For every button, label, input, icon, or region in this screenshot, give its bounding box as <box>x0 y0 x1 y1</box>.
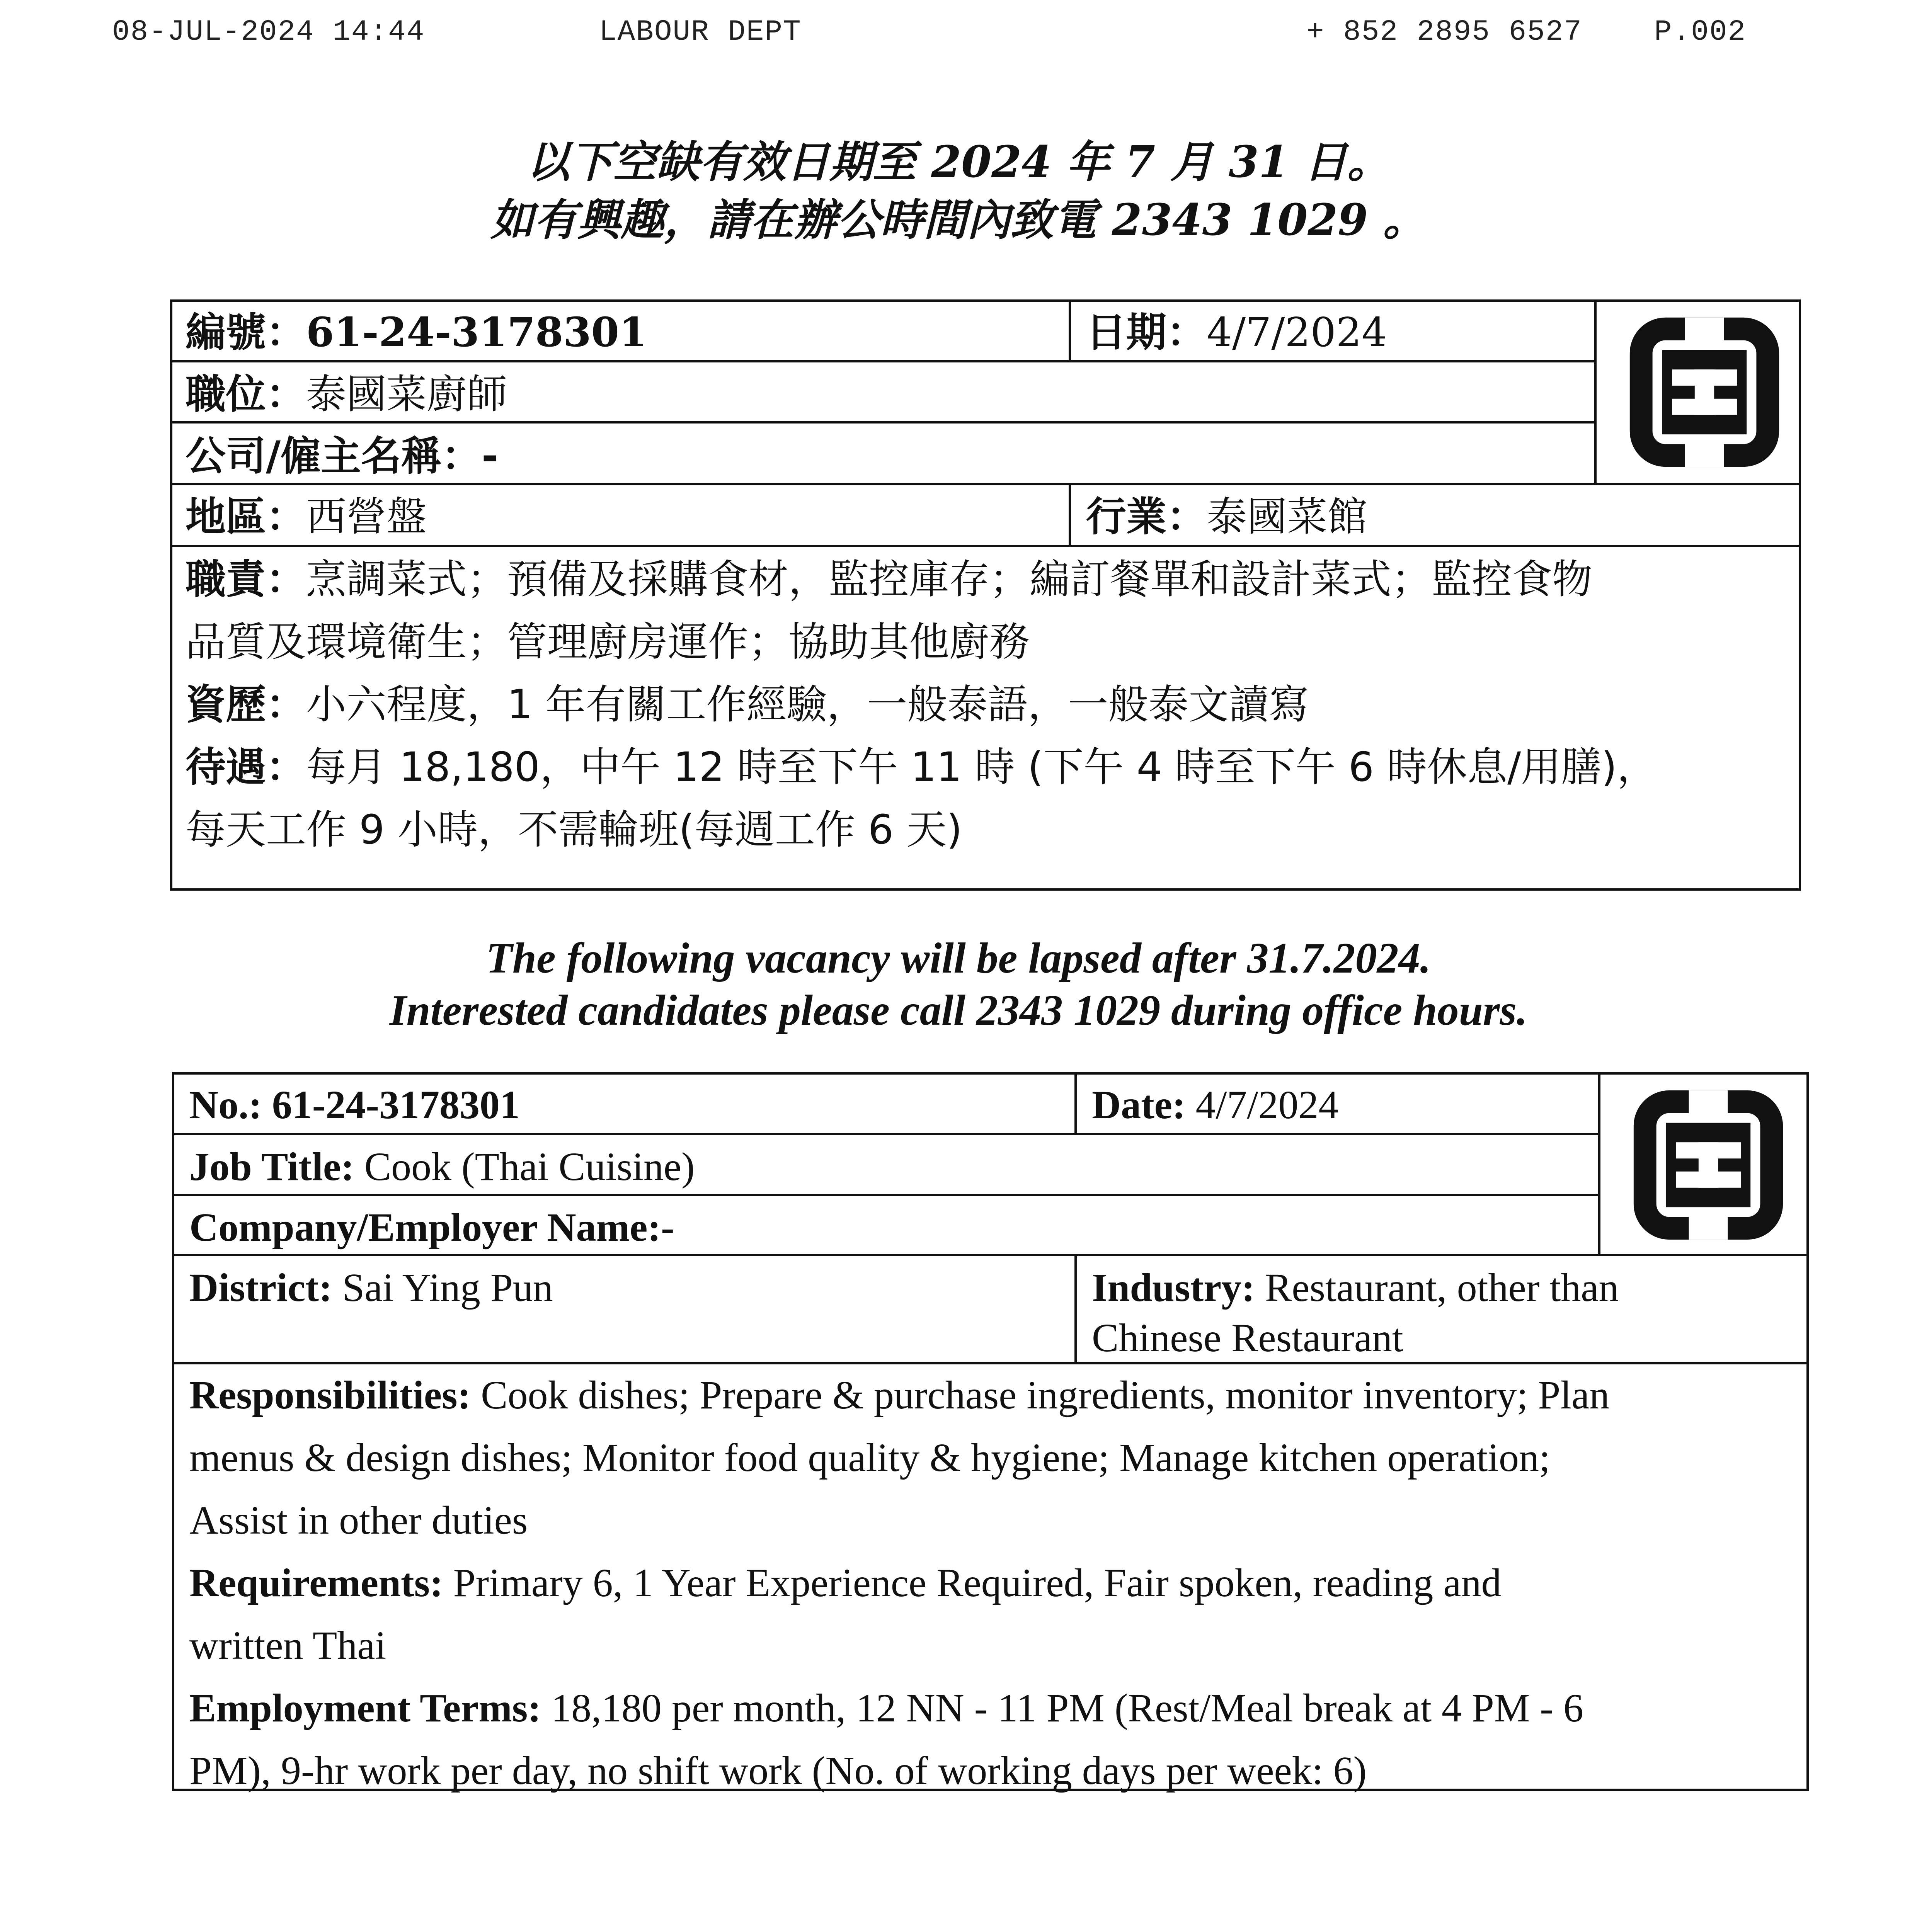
en-industry-label: Industry: <box>1092 1265 1265 1310</box>
cn-terms-line2: 每天工作 9 小時，不需輪班(每週工作 6 天) <box>186 806 962 853</box>
cn-position-field <box>186 369 507 419</box>
en-title-label: Job Title: <box>189 1145 364 1189</box>
cn-terms-label: 待遇： <box>186 743 306 791</box>
en-company-value: - <box>661 1205 674 1250</box>
en-industry-line2: Chinese Restaurant <box>1092 1316 1403 1360</box>
divider <box>1074 1072 1077 1134</box>
divider <box>1069 483 1071 545</box>
divider <box>170 483 1801 485</box>
cn-district-value: 西營盤 <box>306 493 427 540</box>
en-requirements-line2: written Thai <box>189 1623 386 1668</box>
en-number-value: 61-24-3178301 <box>272 1083 520 1127</box>
en-responsibilities-line2: menus & design dishes; Monitor food quality & hygiene; Manage kitchen operation; <box>189 1435 1550 1480</box>
divider <box>170 421 1596 423</box>
cn-industry-field <box>1086 492 1367 542</box>
cn-terms-line1: 每月 18,180，中午 12 時至下午 11 時 (下午 4 時至下午 6 時休息/用膳)， <box>306 743 1657 791</box>
en-terms-line1: 18,180 per month, 12 NN - 11 PM (Rest/Meal break at 4 PM - 6 <box>551 1686 1583 1730</box>
divider <box>1069 299 1071 361</box>
divider <box>172 1194 1600 1196</box>
en-responsibilities-line1: Cook dishes; Prepare & purchase ingredients, monitor inventory; Plan <box>481 1373 1610 1417</box>
cn-industry-label: 行業： <box>1086 493 1207 540</box>
en-date-field <box>1092 1080 1338 1130</box>
en-date-label: Date: <box>1092 1083 1196 1127</box>
fax-sender: LABOUR DEPT <box>599 15 802 49</box>
cn-terms <box>186 736 1793 798</box>
en-requirements <box>189 1552 1805 1614</box>
fax-phone: + 852 2895 6527 <box>1306 15 1583 49</box>
cn-requirements <box>186 673 1793 736</box>
en-district-field <box>189 1263 553 1313</box>
chinese-notice-line1: 以下空缺有效日期至 2024 年 7 月 31 日。 <box>526 137 1391 187</box>
chinese-notice-line2: 如有興趣，請在辦公時間內致電 2343 1029 。 <box>490 195 1427 245</box>
english-notice-line1: The following vacancy will be lapsed after 31.7.2024. <box>486 934 1431 982</box>
cn-position-label: 職位： <box>186 371 306 418</box>
cn-duties-line1: 烹調菜式；預備及採購食材，監控庫存；編訂餐單和設計菜式；監控食物 <box>306 556 1593 603</box>
divider <box>172 1254 1809 1256</box>
en-district-label: District: <box>189 1265 342 1310</box>
cn-company-field <box>186 431 498 481</box>
cn-requirements-label: 資歷： <box>186 681 306 728</box>
fax-page: P.002 <box>1654 15 1747 49</box>
en-details <box>189 1364 1805 1802</box>
divider <box>170 545 1801 547</box>
cn-position-value: 泰國菜廚師 <box>306 371 507 418</box>
cn-details <box>186 548 1793 861</box>
labour-dept-logo-icon <box>1623 311 1786 473</box>
en-title-field <box>189 1142 695 1192</box>
cn-requirements-value: 小六程度，1 年有關工作經驗，一般泰語，一般泰文讀寫 <box>306 681 1309 728</box>
en-responsibilities-label: Responsibilities: <box>189 1373 481 1417</box>
en-terms-line2: PM), 9-hr work per day, no shift work (No. of working days per week: 6) <box>189 1748 1367 1793</box>
en-company-field <box>189 1202 674 1253</box>
divider <box>1598 1072 1600 1255</box>
cn-duties-label: 職責： <box>186 556 306 603</box>
cn-district-label: 地區： <box>186 493 306 540</box>
divider <box>172 1133 1600 1135</box>
en-requirements-label: Requirements: <box>189 1561 453 1605</box>
en-terms <box>189 1677 1805 1740</box>
cn-district-field <box>186 492 427 542</box>
cn-number-field <box>186 307 647 357</box>
cn-duties-line2: 品質及環境衛生；管理廚房運作；協助其他廚務 <box>186 618 1030 665</box>
en-district-value: Sai Ying Pun <box>342 1265 553 1310</box>
en-industry-line1: Restaurant, other than <box>1265 1265 1619 1310</box>
en-number-label: No.: <box>189 1083 272 1127</box>
cn-company-value: - <box>482 432 499 480</box>
divider <box>170 360 1596 362</box>
cn-number-label: 編號： <box>186 309 306 356</box>
en-industry-field <box>1092 1263 1619 1313</box>
divider <box>1074 1254 1077 1363</box>
cn-date-value: 4/7/2024 <box>1207 309 1388 356</box>
cn-date-field <box>1086 307 1387 357</box>
cn-date-label: 日期： <box>1086 309 1207 356</box>
cn-industry-value: 泰國菜館 <box>1207 493 1368 540</box>
fax-datetime: 08-JUL-2024 14:44 <box>112 15 425 49</box>
en-terms-label: Employment Terms: <box>189 1686 551 1730</box>
cn-number-value: 61-24-3178301 <box>306 308 647 356</box>
cn-company-label: 公司/僱主名稱： <box>186 432 482 480</box>
divider <box>1594 299 1597 485</box>
en-requirements-line1: Primary 6, 1 Year Experience Required, Fair spoken, reading and <box>453 1561 1502 1605</box>
en-number-field <box>189 1080 520 1130</box>
labour-dept-logo-icon <box>1627 1084 1789 1246</box>
en-responsibilities <box>189 1364 1805 1427</box>
en-company-label: Company/Employer Name: <box>189 1205 661 1250</box>
cn-duties <box>186 548 1793 611</box>
english-notice-line2: Interested candidates please call 2343 1029 during office hours. <box>389 986 1528 1034</box>
en-responsibilities-line3: Assist in other duties <box>189 1498 528 1543</box>
en-title-value: Cook (Thai Cuisine) <box>364 1145 695 1189</box>
en-date-value: 4/7/2024 <box>1195 1083 1339 1127</box>
